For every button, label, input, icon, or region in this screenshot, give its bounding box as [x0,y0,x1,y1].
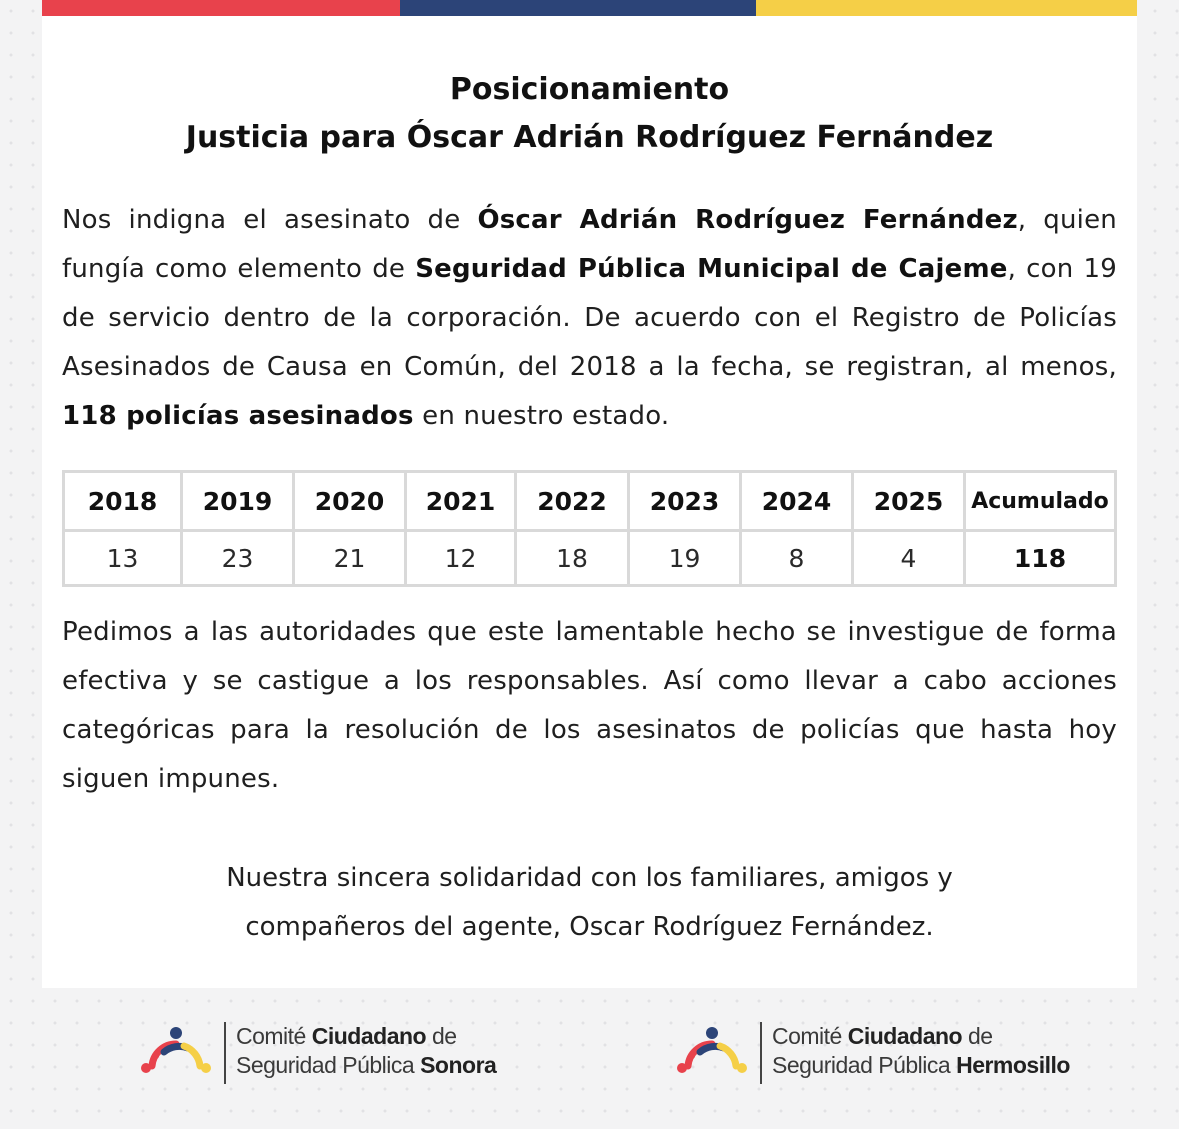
logo-divider [760,1022,762,1084]
table-header-row [64,472,1116,531]
agency-name: Seguridad Pública Municipal de Cajeme [415,254,1008,284]
intro-text-1: Nos indigna el asesinato de [62,205,478,235]
table-cell: 18 [516,531,629,586]
logo-divider [224,1022,226,1084]
logo-hermosillo [674,1018,1074,1088]
police-killed-table [62,470,1117,587]
logo-sonora [138,1018,518,1088]
table-header: 2020 [294,472,406,531]
table-header: 2023 [629,472,741,531]
table-header: 2018 [64,472,182,531]
intro-text-4: en nuestro estado. [413,401,670,431]
table-header: 2024 [741,472,853,531]
closing-paragraph [42,854,1137,952]
table-header: 2021 [406,472,516,531]
intro-text-3: , con 19 de servicio dentro de la corporación. De acuerdo con el Registro de Policías Asesinados de Causa en Común, del 2018 a la fecha, se registran, al menos, [62,254,1117,382]
stripe-red [42,0,400,16]
page-title [42,66,1137,162]
intro-paragraph [62,196,1117,441]
stripe-blue [400,0,756,16]
table-cell: 13 [64,531,182,586]
table-header: 2025 [853,472,965,531]
table-header-accumulated: Acumulado [965,472,1116,531]
table-cell: 23 [182,531,294,586]
table-cell: 12 [406,531,516,586]
intro-text-2: , quien fungía como elemento de [62,205,1117,284]
table-header: 2022 [516,472,629,531]
table-cell: 21 [294,531,406,586]
people-circle-logo-icon [138,1024,214,1084]
table-row [64,531,1116,586]
statement-card [42,16,1137,988]
table-cell: 4 [853,531,965,586]
table-cell: 19 [629,531,741,586]
logo-text: Comité Ciudadano de Seguridad Pública Sonora [236,1023,497,1078]
table-cell-accumulated: 118 [965,531,1116,586]
request-paragraph: Pedimos a las autoridades que este lamentable hecho se investigue de forma efectiva y se castigue a los responsables. Así como llevar a cabo acciones categóricas para la resolución de los asesinatos de policías que hasta hoy siguen impunes. [62,617,1117,794]
people-circle-logo-icon [674,1024,750,1084]
title-line-2: Justicia para Óscar Adrián Rodríguez Fernández [185,120,994,155]
closing-line-1: Nuestra sincera solidaridad con los familiares, amigos y [226,863,953,893]
closing-line-2: compañeros del agente, Oscar Rodríguez Fernández. [245,912,934,942]
title-line-1: Posicionamiento [449,72,730,107]
stripe-yellow [756,0,1137,16]
victim-name: Óscar Adrián Rodríguez Fernández [477,205,1018,235]
police-killed-count: 118 policías asesinados [62,401,414,431]
table-cell: 8 [741,531,853,586]
logo-text: Comité Ciudadano de Seguridad Pública Hermosillo [772,1023,1070,1078]
table-header: 2019 [182,472,294,531]
